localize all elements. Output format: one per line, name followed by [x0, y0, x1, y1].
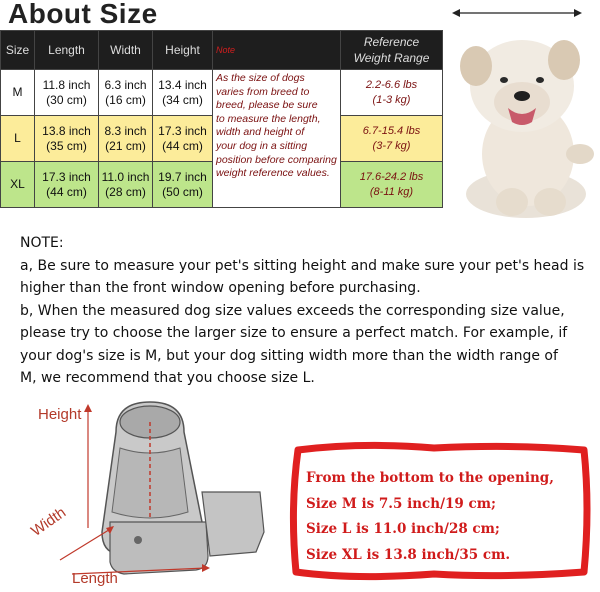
- header-reference-weight: [341, 31, 443, 70]
- header-reference-line1: Reference: [363, 35, 420, 49]
- width-cell: [99, 162, 153, 208]
- height-cm: (34 cm): [162, 92, 203, 107]
- opening-line: Size M is 7.5 inch/19 cm;: [306, 495, 496, 512]
- page-title: About Size: [8, 0, 158, 29]
- header-note: Note: [213, 31, 341, 70]
- opening-callout: [306, 466, 596, 568]
- note-line: weight reference values.: [216, 167, 330, 180]
- height-cell: [153, 162, 213, 208]
- notes-line: a, Be sure to measure your pet's sitting height and make sure your pet's head is: [20, 257, 585, 274]
- note-line: varies from breed to: [216, 85, 310, 98]
- size-cell: L: [1, 116, 35, 162]
- length-cm: (44 cm): [46, 184, 87, 199]
- note-line: your dog in a sitting: [216, 139, 308, 152]
- header-size: Size: [1, 31, 35, 70]
- weight-kg: (1-3 kg): [372, 93, 411, 106]
- notes-line: please try to choose the larger size to ensure a perfect match. For example, if: [20, 325, 568, 341]
- note-line: position before comparing: [216, 153, 337, 166]
- header-height: Height: [153, 31, 213, 70]
- width-cell: [99, 116, 153, 162]
- length-inch: 13.8 inch: [42, 123, 91, 138]
- note-cell: [213, 70, 341, 208]
- width-cm: (21 cm): [105, 138, 146, 153]
- opening-line: Size L is 11.0 inch/28 cm;: [306, 521, 500, 537]
- length-cell: [35, 116, 99, 162]
- notes-line: b, When the measured dog size values exceeds the corresponding size value,: [20, 302, 565, 319]
- notes-line: your dog's size is M, but your dog sitting width more than the width range of: [20, 347, 558, 364]
- header-length: Length: [35, 31, 99, 70]
- height-inch: 13.4 inch: [158, 77, 207, 92]
- width-cm: (28 cm): [105, 184, 146, 199]
- height-label: Height: [38, 406, 82, 423]
- height-inch: 19.7 inch: [158, 169, 207, 184]
- width-cell: [99, 70, 153, 116]
- weight-cell: [341, 116, 443, 162]
- header-reference-line2: Weight Range: [353, 51, 430, 65]
- double-arrow-icon: [452, 7, 582, 19]
- notes-line: M, we recommend that you choose size L.: [20, 370, 315, 386]
- table-header-row: [1, 31, 443, 70]
- opening-line: Size XL is 13.8 inch/35 cm.: [306, 546, 511, 563]
- weight-lbs: 6.7-15.4 lbs: [362, 124, 421, 137]
- notes-line: higher than the front window opening before purchasing.: [20, 280, 421, 296]
- weight-kg: (3-7 kg): [372, 139, 411, 152]
- width-inch: 11.0 inch: [101, 169, 150, 184]
- height-cm: (50 cm): [162, 184, 203, 199]
- notes-heading: NOTE:: [20, 235, 64, 251]
- note-line: to measure the length,: [216, 112, 321, 125]
- length-cm: (35 cm): [46, 138, 87, 153]
- puppy-image: [452, 24, 600, 224]
- width-inch: 8.3 inch: [104, 123, 147, 138]
- length-cell: [35, 70, 99, 116]
- note-line: As the size of dogs: [216, 72, 305, 84]
- note-line: width and height of: [216, 126, 305, 139]
- length-inch: 11.8 inch: [42, 77, 91, 92]
- size-cell: M: [1, 70, 35, 116]
- table-row-m: [1, 70, 443, 116]
- length-cm: (30 cm): [46, 92, 87, 107]
- weight-lbs: 17.6-24.2 lbs: [359, 170, 424, 183]
- weight-kg: (8-11 kg): [369, 185, 414, 198]
- width-label: Width: [28, 504, 70, 540]
- length-label: Length: [72, 570, 118, 587]
- opening-line: From the bottom to the opening,: [306, 470, 554, 486]
- weight-cell: [341, 70, 443, 116]
- length-cell: [35, 162, 99, 208]
- weight-lbs: 2.2-6.6 lbs: [365, 78, 418, 91]
- weight-cell: [341, 162, 443, 208]
- height-cell: [153, 70, 213, 116]
- note-line: breed, please be sure: [216, 99, 318, 112]
- notes-section: [20, 232, 590, 390]
- size-table: [0, 30, 443, 208]
- length-inch: 17.3 inch: [42, 169, 91, 184]
- height-cell: [153, 116, 213, 162]
- size-cell: XL: [1, 162, 35, 208]
- height-inch: 17.3 inch: [158, 123, 207, 138]
- width-cm: (16 cm): [105, 92, 146, 107]
- width-inch: 6.3 inch: [104, 77, 147, 92]
- header-width: Width: [99, 31, 153, 70]
- height-cm: (44 cm): [162, 138, 203, 153]
